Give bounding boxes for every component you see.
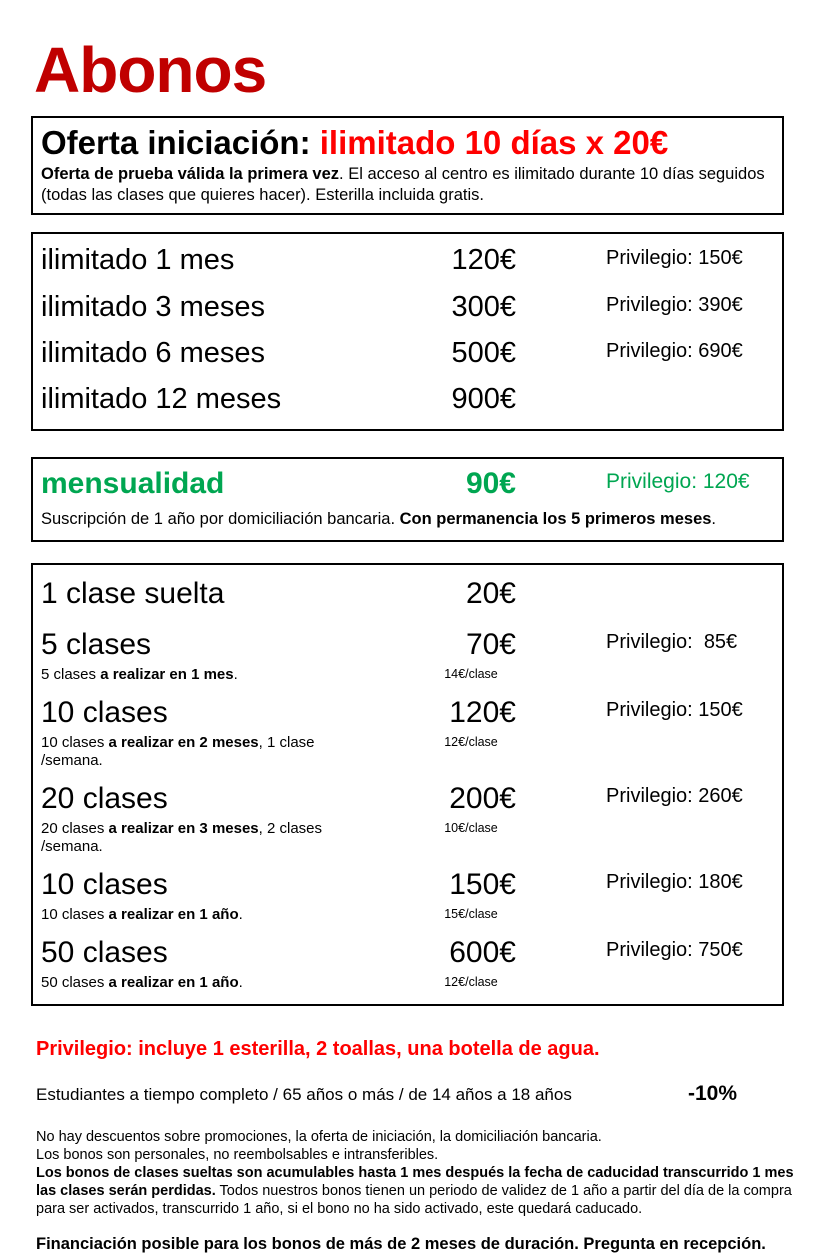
intro-offer-heading-highlight: ilimitado 10 días x 20€ — [319, 124, 669, 161]
pack-note-prefix: 20 clases — [41, 819, 109, 837]
pack-name: 20 clases — [41, 781, 168, 815]
pack-price: 150€ — [449, 867, 516, 901]
pack-note-suffix: . — [238, 973, 243, 991]
pack-price-cell — [371, 868, 516, 921]
table-row — [41, 467, 774, 502]
pack-note-bold: a realizar en 1 año — [108, 905, 239, 923]
pack-name-cell — [41, 628, 371, 684]
intro-offer-description-bold: Oferta de prueba válida la primera vez — [41, 164, 340, 183]
pass-price: 500€ — [451, 336, 516, 369]
pack-name-cell — [41, 868, 371, 924]
pack-note-suffix: , 2 clases /semana. — [41, 819, 323, 855]
pass-price: 900€ — [451, 383, 516, 416]
pack-privilege-price — [606, 577, 774, 580]
pack-note — [41, 820, 371, 856]
pass-name: ilimitado 6 meses — [41, 336, 266, 369]
pack-note-prefix: 10 clases — [41, 733, 109, 751]
pass-name: ilimitado 12 meses — [41, 383, 282, 416]
pack-note-suffix: . — [233, 665, 238, 683]
pass-name: ilimitado 3 meses — [41, 290, 266, 323]
subscription-price: 90€ — [465, 466, 516, 500]
intro-offer-heading — [41, 124, 772, 162]
financing-line: Financiación posible para los bonos de más de 2 meses de duración. Pregunta en recepción. — [36, 1235, 766, 1254]
pack-name: 50 clases — [41, 935, 168, 969]
pack-per-class-price: 15€/clase — [444, 906, 498, 921]
intro-offer-box — [31, 116, 784, 215]
pack-name: 1 clase suelta — [41, 576, 225, 610]
pack-name-cell — [41, 936, 371, 992]
pack-note-bold: a realizar en 2 meses — [108, 733, 259, 751]
pack-price: 120€ — [449, 695, 516, 729]
fine-print-line-1: No hay descuentos sobre promociones, la oferta de iniciación, la domiciliación bancaria. — [36, 1128, 602, 1145]
table-row — [41, 577, 774, 616]
pack-note-prefix: 50 clases — [41, 973, 109, 991]
pack-name: 10 clases — [41, 695, 168, 729]
pass-privilege-price: Privilegio: 150€ — [606, 247, 743, 270]
pack-note-bold: a realizar en 3 meses — [108, 819, 259, 837]
pass-privilege-price: Privilegio: 390€ — [606, 293, 743, 316]
pack-note — [41, 906, 371, 924]
pack-name-cell — [41, 696, 371, 770]
intro-offer-description — [41, 164, 772, 205]
pack-note-bold: a realizar en 1 mes — [100, 665, 234, 683]
pack-price-cell — [371, 628, 516, 681]
table-row — [41, 337, 774, 370]
fine-print-line-2: Los bonos son personales, no reembolsables e intransferibles. — [36, 1146, 439, 1163]
pack-per-class-price: 10€/clase — [444, 820, 498, 835]
table-row — [41, 936, 774, 992]
pack-name-cell — [41, 782, 371, 856]
subscription-privilege-price: Privilegio: 120€ — [606, 469, 750, 493]
fine-print-line-3-bold: Los bonos de clases sueltas son acumulables hasta 1 mes después la fecha de caducidad transcurrido 1 mes las clases serán perdidas. — [36, 1165, 794, 1200]
fine-print — [36, 1128, 794, 1219]
pass-price: 120€ — [451, 244, 516, 277]
pack-note-bold: a realizar en 1 año — [108, 973, 239, 991]
unlimited-passes-box — [31, 232, 784, 430]
pack-name: 5 clases — [41, 627, 152, 661]
table-row — [41, 628, 774, 684]
subscription-terms — [41, 510, 774, 530]
privilege-includes-line: Privilegio: incluye 1 esterilla, 2 toallas, una botella de agua. — [36, 1037, 600, 1060]
subscription-name: mensualidad — [41, 466, 225, 500]
pack-per-class-price: 14€/clase — [444, 666, 498, 681]
pack-note-suffix: , 1 clase /semana. — [41, 733, 315, 769]
pack-note — [41, 666, 371, 684]
pack-price: 600€ — [449, 935, 516, 969]
table-row — [41, 868, 774, 924]
pack-price: 20€ — [465, 576, 516, 610]
pack-name: 10 clases — [41, 867, 168, 901]
subscription-terms-normal: Suscripción de 1 año por domiciliación bancaria. — [41, 510, 400, 529]
table-row — [41, 696, 774, 770]
class-packs-box — [31, 563, 784, 1006]
subscription-terms-end: . — [711, 510, 717, 529]
pack-note — [41, 974, 371, 992]
table-row — [41, 244, 774, 277]
pack-price-cell — [371, 577, 516, 616]
discount-row — [36, 1082, 737, 1106]
pack-price-cell — [371, 782, 516, 835]
pack-price: 200€ — [449, 781, 516, 815]
pack-note-suffix: . — [238, 905, 243, 923]
pack-privilege-price: Privilegio: 180€ — [606, 870, 743, 893]
pack-privilege-price: Privilegio: 150€ — [606, 698, 743, 721]
pack-per-class-price: 12€/clase — [444, 974, 498, 989]
pack-note-prefix: 10 clases — [41, 905, 109, 923]
pack-price-cell — [371, 936, 516, 989]
pass-privilege-price — [606, 383, 774, 386]
table-row — [41, 383, 774, 416]
pack-name-cell — [41, 577, 371, 615]
pack-note-prefix: 5 clases — [41, 665, 101, 683]
pack-privilege-price: Privilegio: 85€ — [606, 630, 738, 653]
pass-privilege-price: Privilegio: 690€ — [606, 339, 743, 362]
footer-notes — [36, 1038, 796, 1254]
discount-value: -10% — [687, 1081, 737, 1105]
table-row — [41, 782, 774, 856]
fine-print-line-3-rest: Todos nuestros bonos tienen un periodo de validez de 1 año a partir del día de la compra para ser activados, transcurrido 1 año, si el bono no ha sido activado, este quedará caducado. — [36, 1183, 792, 1218]
discount-eligibility-text: Estudiantes a tiempo completo / 65 años o más / de 14 años a 18 años — [36, 1084, 572, 1104]
pack-privilege-price: Privilegio: 260€ — [606, 784, 743, 807]
fine-print-line-3 — [36, 1164, 794, 1218]
pass-price: 300€ — [451, 290, 516, 323]
page-title: Abonos — [34, 34, 267, 106]
subscription-terms-bold: Con permanencia los 5 primeros meses — [399, 510, 712, 529]
monthly-subscription-box — [31, 457, 784, 542]
pack-per-class-price: 12€/clase — [444, 734, 498, 749]
pack-price-cell — [371, 696, 516, 749]
intro-offer-heading-label: Oferta iniciación: — [41, 124, 320, 161]
pack-price: 70€ — [465, 627, 516, 661]
intro-offer-description-rest: . El acceso al centro es ilimitado durante 10 días seguidos (todas las clases que quieres hacer). Esterilla incluida gratis. — [41, 164, 765, 204]
pass-name: ilimitado 1 mes — [41, 244, 235, 277]
pack-privilege-price: Privilegio: 750€ — [606, 938, 743, 961]
pack-note — [41, 734, 371, 770]
table-row — [41, 291, 774, 324]
